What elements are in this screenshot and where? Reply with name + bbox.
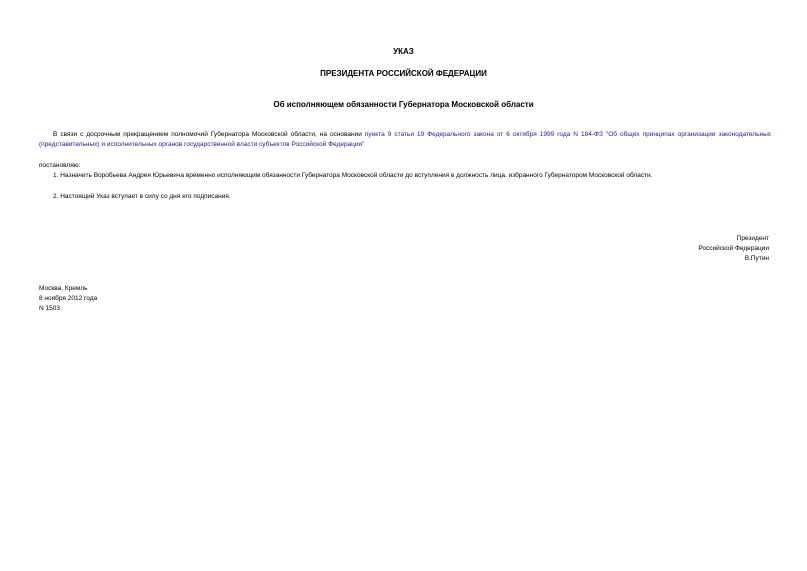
intro-paragraph [39,130,771,150]
signing-place: Москва, Кремль [39,285,88,292]
intro-text: В связи с досрочным прекращением полномочий Губернатора Московской области, на основании [53,131,365,138]
signature-name: В.Путин [744,255,769,262]
law-reference-link[interactable]: пункта 9 статьи 19 Федерального закона от 6 октября 1999 года N 184-ФЗ "Об общих принципах организации законодательных (представительных) и исполнительных органов государственной власти субъектов Российской Федерации" [39,131,771,148]
decree-number: N 1503 [39,305,60,312]
signing-date: 8 ноября 2012 года [39,295,98,302]
document-issuer: ПРЕЗИДЕНТА РОССИЙСКОЙ ФЕДЕРАЦИИ [320,69,487,78]
signature-country: Российской Федерации [698,245,769,252]
document-title: УКАЗ [393,47,414,56]
document-name: Об исполняющем обязанности Губернатора Московской области [273,100,534,109]
decree-word: постановляю: [39,162,81,169]
decree-item-2: 2. Настоящий Указ вступает в силу со дня его подписания. [53,193,231,200]
signing-details [39,284,97,314]
signature-position: Президент [736,235,769,242]
signature-block [698,234,769,264]
decree-item-1: 1. Назначить Воробьева Андрея Юрьевича временно исполняющим обязанности Губернатора Московской области до вступления в должность лица, избранного Губернатором Московской области. [53,172,653,179]
